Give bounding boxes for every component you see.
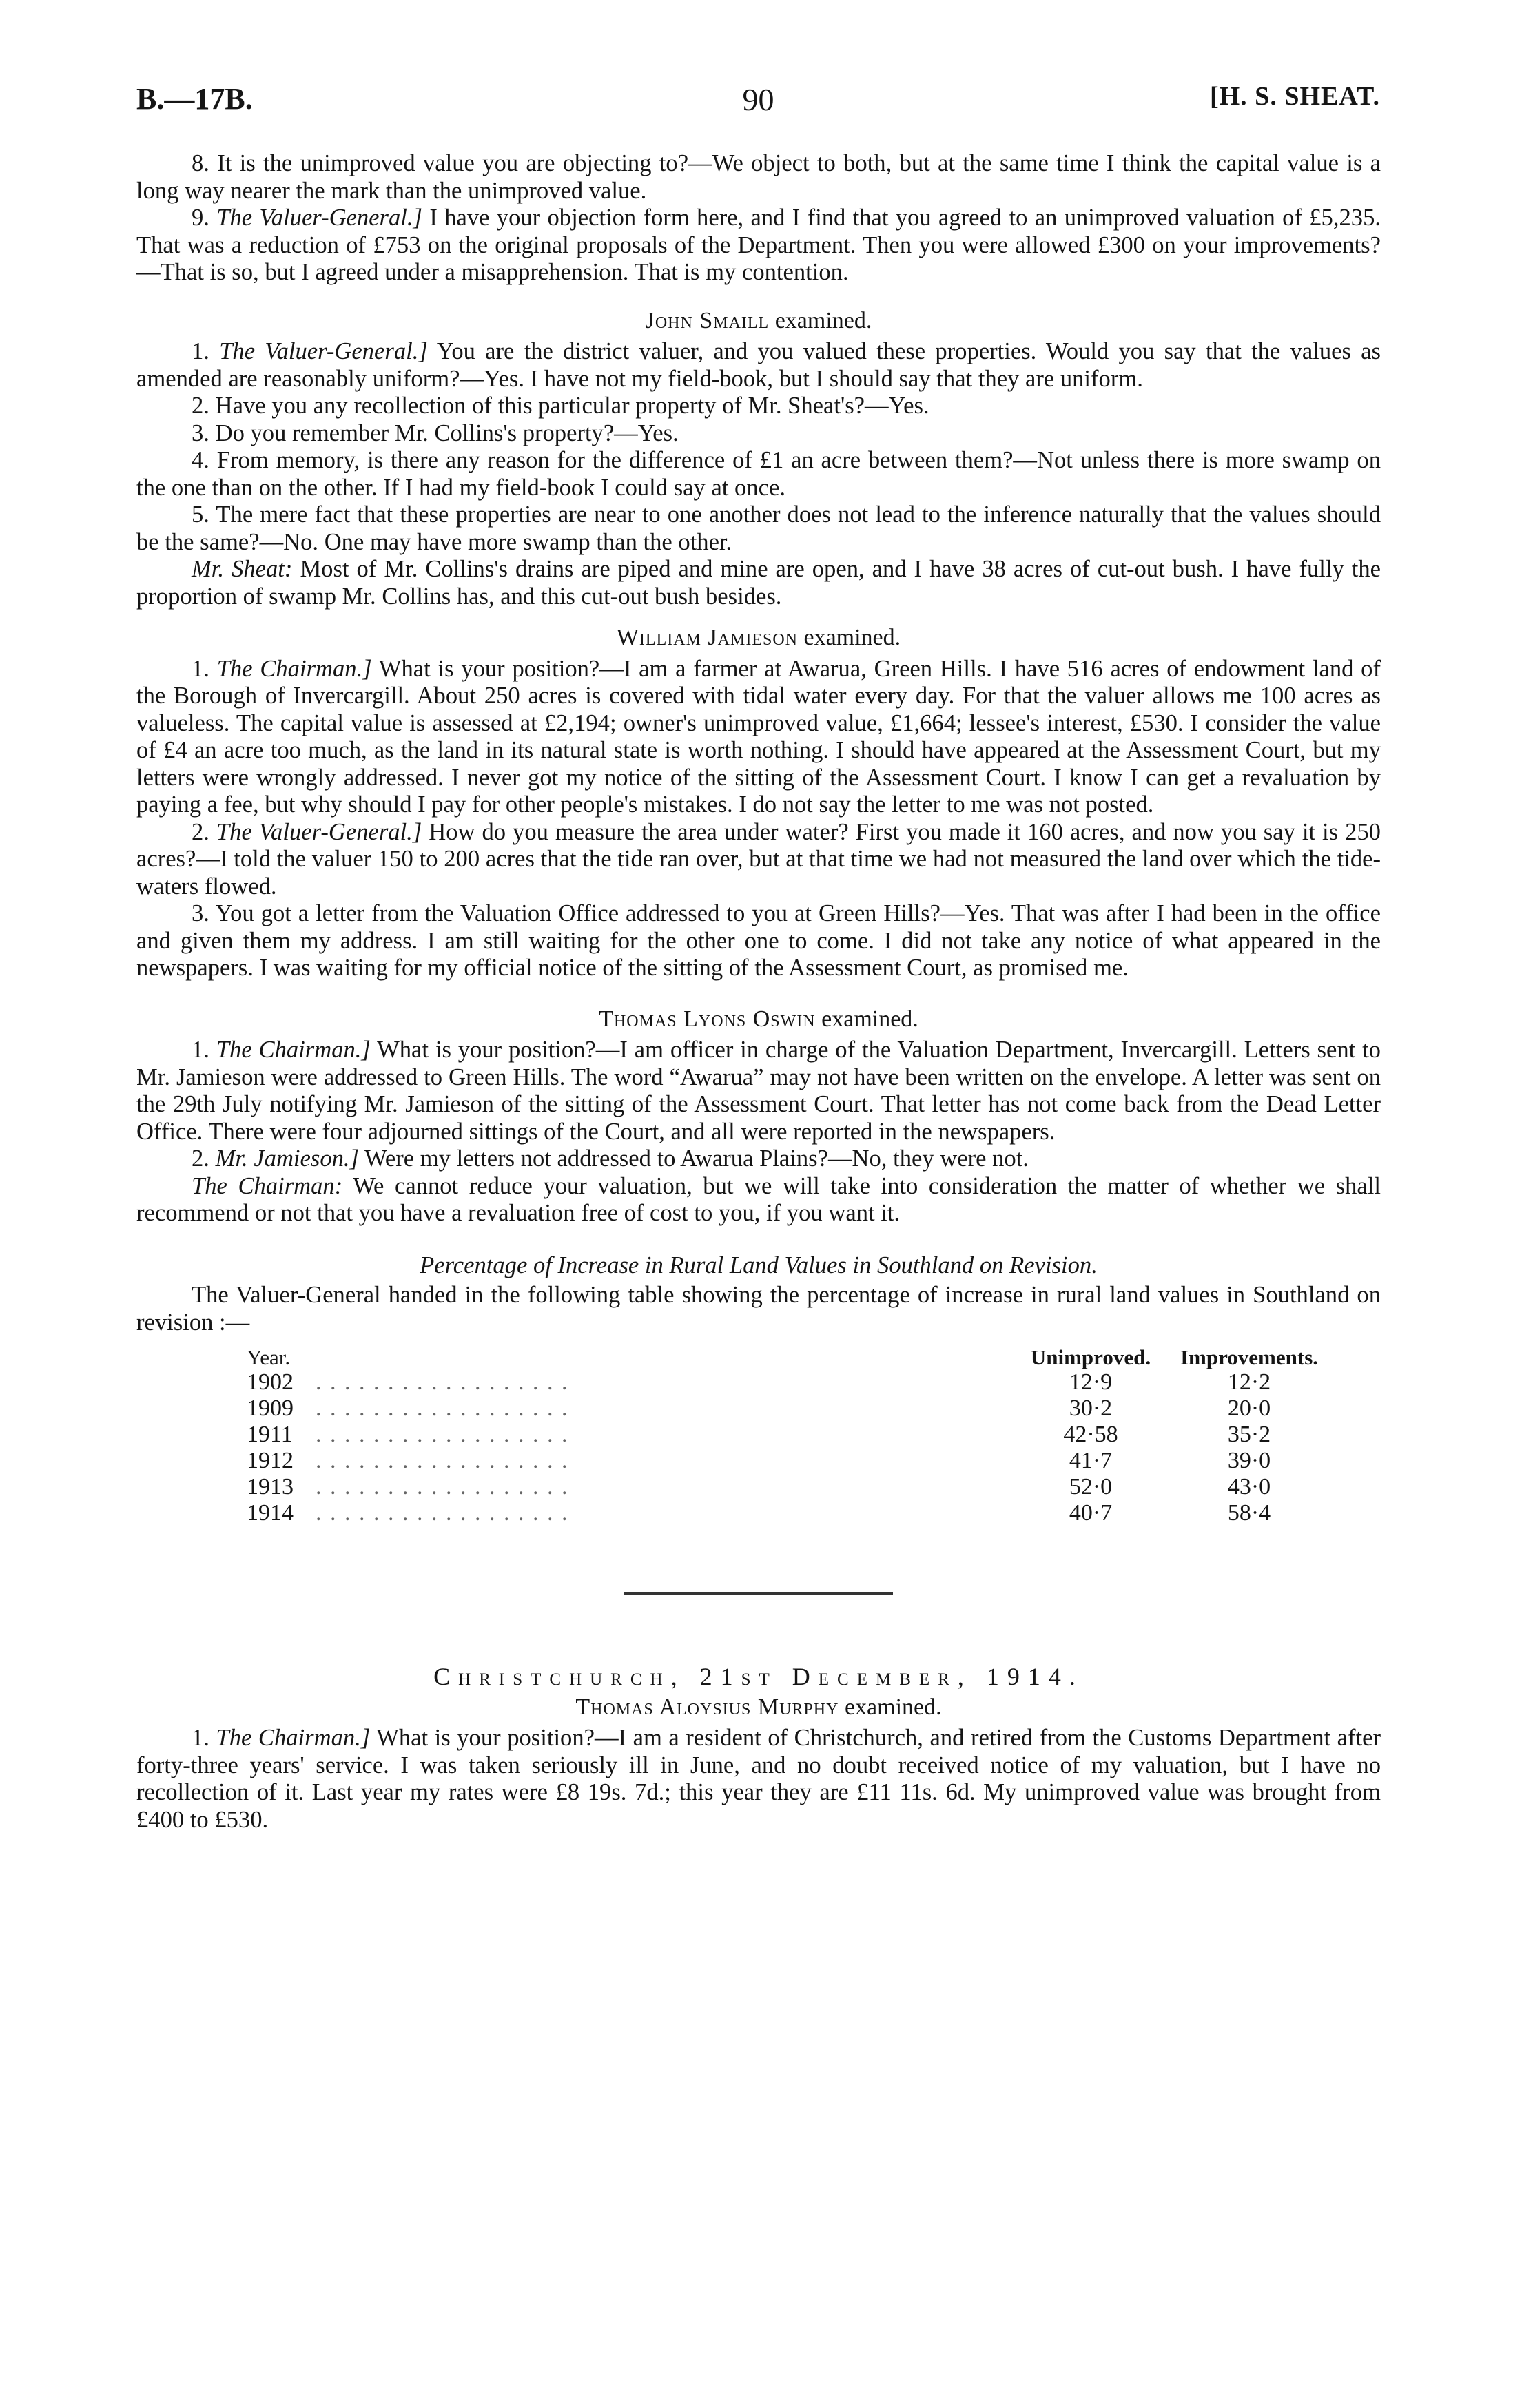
table-caption: Percentage of Increase in Rural Land Values in Southland on Revision. (420, 1252, 1098, 1278)
sheat-section (136, 150, 1381, 287)
table-row: 1914 . . . . . . . . . . . . . . . . . . 40·7 58·4 (247, 1500, 1271, 1526)
paragraph: 1. The Valuer-General.] You are the district valuer, and you valued these properties. Would you say that the values as amended are reasonably uniform?—Yes. I have not my field-book, but I should say that they are uniform. (136, 338, 1381, 392)
col-improvements: Improvements. (1180, 1345, 1319, 1369)
paragraph: 1. The Chairman.] What is your position?—I am officer in charge of the Valuation Department, Invercargill. Letters sent to Mr. Jamieson were addressed to Green Hills. The word “Awarua” may not have been written on the envelope. A letter was sent on the 29th July notifying Mr. Jamieson of the sitting of the Assessment Court. That letter has not come back from the Dead Letter Office. There were four adjourned sittings of the Court, and all were reported in the newspapers. (136, 1037, 1381, 1145)
col-year: Year. (247, 1345, 291, 1369)
witness-running-head: [H. S. SHEAT. (1209, 82, 1380, 111)
paragraph: Mr. Sheat: Most of Mr. Collins's drains are piped and mine are open, and I have 38 acres of cut-out bush. I have fully the proportion of swamp Mr. Collins has, and this cut-out bush besides. (136, 556, 1381, 610)
jamieson-section (136, 656, 1381, 982)
paragraph: 2. The Valuer-General.] How do you measure the area under water? First you made it 160 acres, and now you say it is 250 acres?—I told the valuer 150 to 200 acres that the tide ran over, but at that time we had not measured the land over which the tide-waters flowed. (136, 818, 1381, 900)
paragraph: 2. Mr. Jamieson.] Were my letters not addressed to Awarua Plains?—No, they were not. (192, 1145, 1029, 1172)
report-code: B.—17B. (136, 82, 253, 116)
page-number: 90 (742, 82, 774, 117)
paragraph: 1. The Chairman.] What is your position?—I am a resident of Christchurch, and retired from the Customs Department after forty-three years' service. I was taken seriously ill in June, and no doubt received notice of my valuation, but I have no recollection of it. Last year my rates were £8 19s. 7d.; this year they are £11 11s. 6d. My unimproved value was brought from £400 to £530. (136, 1725, 1381, 1833)
paragraph: 4. From memory, is there any reason for the difference of £1 an acre between them?—Not unless there is more swamp on the one than on the other. If I had my field-book I could say at once. (136, 447, 1381, 501)
table-intro: The Valuer-General handed in the following table showing the percentage of increase in rural land values in Southland on revision :— (136, 1282, 1381, 1336)
paragraph: 3. Do you remember Mr. Collins's property?—Yes. (192, 419, 679, 446)
paragraph: 8. It is the unimproved value you are objecting to?—We object to both, but at the same time I think the capital value is a long way nearer the mark than the unimproved value. (136, 150, 1381, 204)
paragraph: 2. Have you any recollection of this particular property of Mr. Sheat's?—Yes. (192, 393, 929, 419)
revision-table (247, 1346, 1328, 1526)
table-row: 1902 . . . . . . . . . . . . . . . . . . 12·9 12·2 (247, 1369, 1271, 1395)
murphy-section (136, 1725, 1381, 1834)
paragraph: 3. You got a letter from the Valuation Office addressed to you at Green Hills?—Yes. That was after I had been in the office and given them my address. I am still waiting for the other one to come. I did not take any notice of what appeared in the newspapers. I was waiting for my official notice of the sitting of the Assessment Court, as promised me. (136, 900, 1381, 981)
dateline: Christchurch, 21st December, 1914. (433, 1663, 1084, 1690)
page-header (136, 81, 1380, 123)
table-row: 1911 . . . . . . . . . . . . . . . . . . 42·58 35·2 (247, 1422, 1271, 1447)
table-row: 1913 . . . . . . . . . . . . . . . . . . 52·0 43·0 (247, 1474, 1271, 1499)
witness-heading: Thomas Lyons Oswin examined. (599, 1006, 918, 1032)
paragraph: 9. The Valuer-General.] I have your objection form here, and I find that you agreed to an unimproved valuation of £5,235. That was a reduction of £753 on the original proposals of the Department. Then you were allowed £300 on your improvements?—That is so, but I agreed under a misapprehension. That is my contention. (136, 205, 1381, 285)
smaill-section (136, 338, 1381, 610)
paragraph: 5. The mere fact that these properties are near to one another does not lead to the inference naturally that the values should be the same?—No. One may have more swamp than the other. (136, 501, 1381, 555)
paragraph: 1. The Chairman.] What is your position?—I am a farmer at Awarua, Green Hills. I have 516 acres of endowment land of the Borough of Invercargill. About 250 acres is covered with tidal water every day. For that the valuer allows me 100 acres as valueless. The capital value is assessed at £2,194; owner's unimproved value, £1,664; lessee's interest, £530. I consider the value of £4 an acre too much, as the land in its natural state is worth nothing. I should have appeared at the Assessment Court, but my letters were wrongly addressed. I never got my notice of the sitting of the Assessment Court. I know I can get a revaluation by paying a fee, but why should I pay for other people's mistakes. I do not say the letter to me was not posted. (136, 655, 1381, 818)
witness-heading: Thomas Aloysius Murphy examined. (575, 1694, 942, 1720)
witness-heading: John Smaill examined. (645, 307, 872, 333)
page-body (136, 150, 1381, 1834)
witness-heading: William Jamieson examined. (616, 625, 901, 650)
table-row: 1909 . . . . . . . . . . . . . . . . . . 30·2 20·0 (247, 1395, 1271, 1421)
section-divider (624, 1592, 893, 1595)
table-header-row (247, 1346, 1328, 1369)
col-unimproved: Unimproved. (1030, 1345, 1151, 1369)
oswin-section (136, 1037, 1381, 1227)
table-row: 1912 . . . . . . . . . . . . . . . . . . 41·7 39·0 (247, 1448, 1271, 1473)
paragraph: The Chairman: We cannot reduce your valuation, but we will take into consideration the matter of whether we shall recommend or not that you have a revaluation free of cost to you, if you want it. (136, 1172, 1381, 1226)
